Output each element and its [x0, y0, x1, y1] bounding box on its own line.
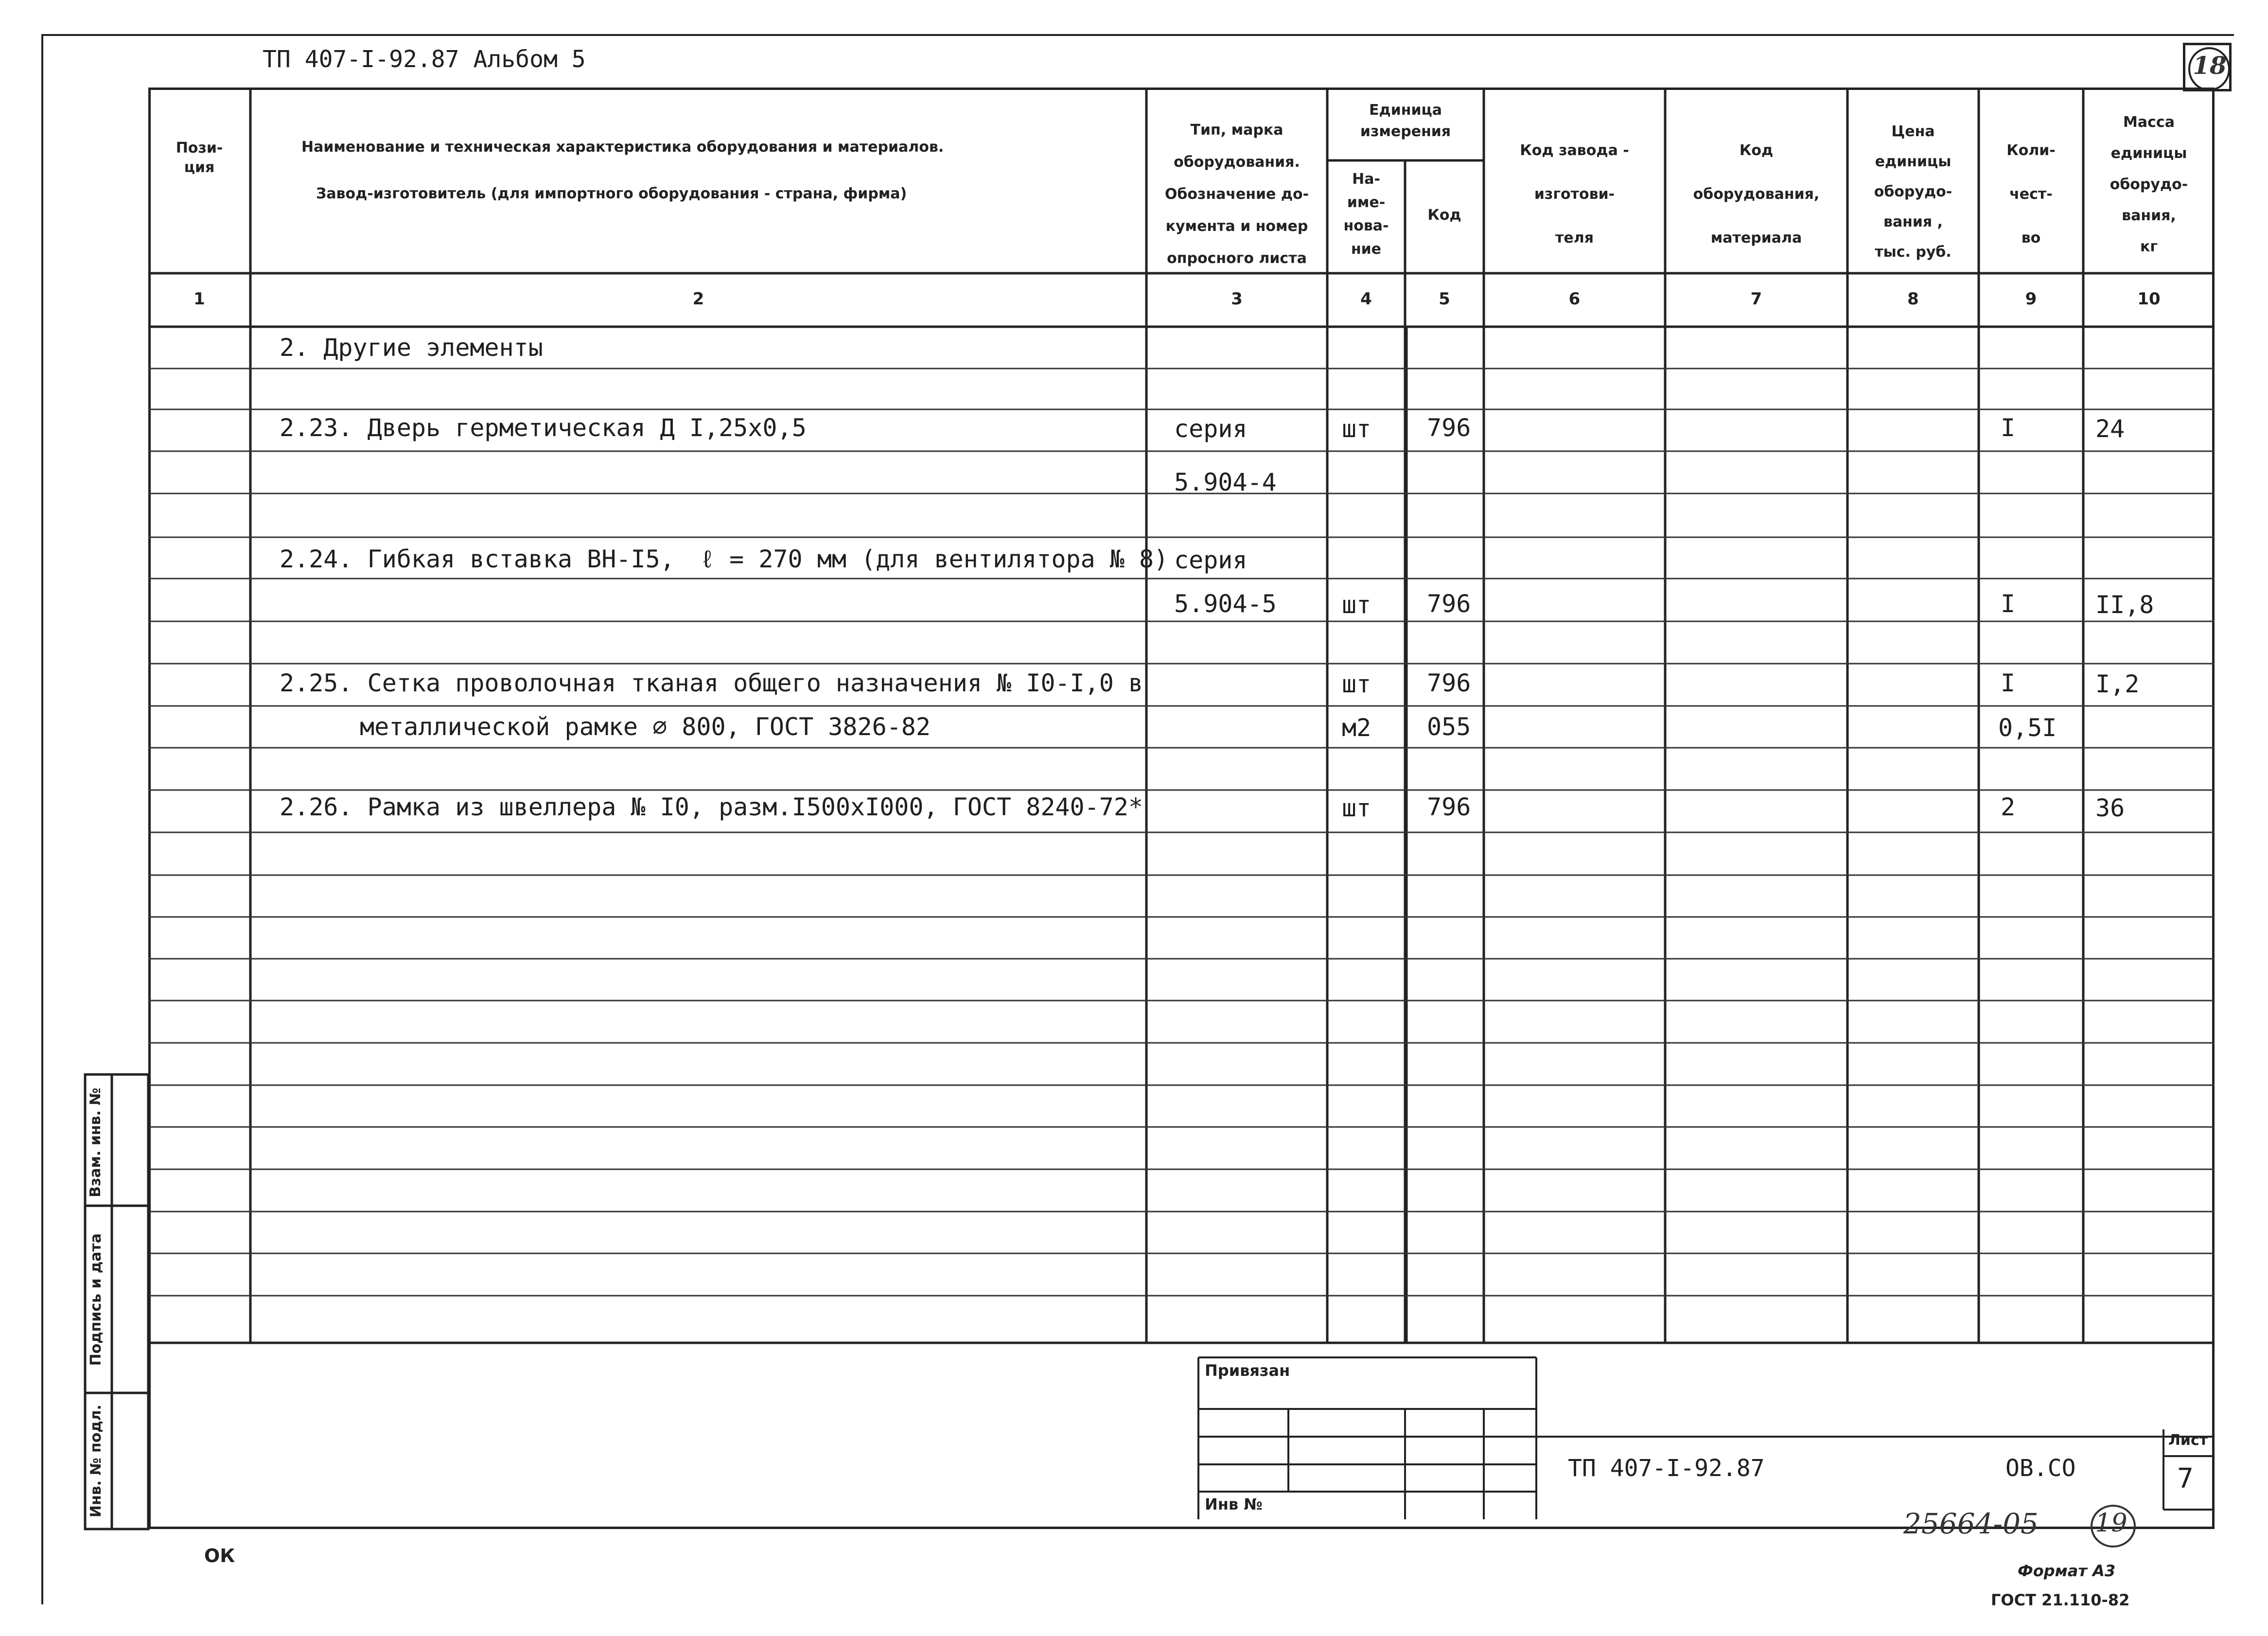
title-block-sheet-number: 7 [2177, 1463, 2194, 1495]
header-price: Цена единицы оборудо- вания , тыс. руб. [1874, 123, 1952, 261]
row-unit: шт [1342, 415, 1371, 443]
header-type: Тип, марка оборудования. Обозначение до- кумента и номер опросного листа [1164, 122, 1309, 267]
title-block-doc-code: ТП 407-I-92.87 [1568, 1455, 1765, 1482]
row-unit: шт [1342, 794, 1371, 822]
row-code: 796 [1427, 590, 1471, 618]
gost-label: ГОСТ 21.110-82 [1991, 1591, 2130, 1609]
stamp-signature-date: Подпись и дата [88, 1233, 105, 1366]
row-code: 796 [1427, 669, 1471, 697]
header-mass: Масса единицы оборудо- вания, кг [2110, 114, 2188, 255]
title-block-inv-no: Инв № [1205, 1495, 1263, 1513]
row-name: 2.24. Гибкая вставка ВН-I5, [280, 545, 675, 573]
row-mass: II,8 [2095, 591, 2154, 619]
header-unit-code: Код [1427, 207, 1461, 224]
row-qty: I [2001, 669, 2016, 697]
header-position: Пози- ция [176, 140, 223, 176]
stamp-inv-original: Инв. № подл. [88, 1404, 105, 1518]
header-equipment-code: Код оборудования, материала [1693, 142, 1820, 246]
row-code: 796 [1427, 793, 1471, 821]
row-qty: 2 [2001, 793, 2016, 821]
row-code: 796 [1427, 414, 1471, 442]
col-num-7: 7 [1750, 289, 1762, 309]
row-name: металлической рамке ∅ 800, ГОСТ 3826-82 [360, 713, 931, 741]
title-block-mark: ОВ.СО [2005, 1455, 2076, 1482]
col-num-4: 4 [1360, 289, 1372, 309]
col-num-2: 2 [692, 289, 704, 309]
row-mass: 24 [2095, 415, 2125, 443]
row-qty: I [2001, 414, 2016, 442]
row-type: 5.904-4 [1174, 468, 1277, 496]
col-num-3: 3 [1231, 289, 1243, 309]
row-type: серия [1174, 546, 1248, 574]
row-name: 2.23. Дверь герметическая Д I,25x0,5 [280, 414, 807, 442]
row-unit: м2 [1342, 714, 1371, 742]
row-qty: 0,5I [1998, 714, 2057, 742]
sheet-stamp-number: 18 [2193, 51, 2227, 80]
row-unit: шт [1342, 670, 1371, 698]
row-type: серия [1174, 415, 1248, 443]
header-unit-group: Единица измерения [1360, 102, 1451, 140]
col-num-1: 1 [193, 289, 205, 309]
title-block-sheet-label: Лист [2168, 1432, 2208, 1449]
col-num-5: 5 [1439, 289, 1450, 309]
bottom-left-mark: ОК [204, 1545, 235, 1566]
row-name: 2.26. Рамка из швеллера № I0, разм.I500xI000, ГОСТ 8240-72* [280, 793, 1143, 821]
col-num-6: 6 [1568, 289, 1581, 309]
col-num-8: 8 [1907, 289, 1919, 309]
stamp-replace-inv: Взам. инв. № [87, 1088, 104, 1197]
row-unit: шт [1342, 591, 1371, 619]
title-block-privyazan: Привязан [1205, 1361, 1290, 1380]
header-unit-name: На- име- нова- ние [1343, 171, 1389, 258]
header-quantity: Коли- чест- во [2006, 142, 2056, 246]
row-name: 2.25. Сетка проволочная тканая общего назначения № I0-I,0 в [280, 669, 1143, 697]
header-factory-code: Код завода - изготови- теля [1520, 142, 1629, 246]
row-code: 055 [1427, 713, 1471, 741]
col-num-10: 10 [2137, 289, 2161, 309]
row-type: 5.904-5 [1174, 590, 1277, 618]
col-num-9: 9 [2025, 289, 2037, 309]
handwritten-inventory-number: 25664-05 [1903, 1507, 2039, 1540]
format-label: Формат А3 [2018, 1562, 2116, 1580]
document-header-title: ТП 407-I-92.87 Альбом 5 [263, 46, 586, 73]
row-mass: 36 [2095, 794, 2125, 822]
row-name: 2. Другие элементы [280, 334, 543, 362]
header-name: Наименование и техническая характеристика оборудования и материалов. Завод-изготовитель (для импортного оборудования - страна, фирма) [301, 139, 944, 202]
circled-number: 19 [2095, 1509, 2127, 1538]
row-qty: I [2001, 590, 2016, 618]
row-name-extra: ℓ = 270 мм (для вентилятора № 8) [700, 545, 1169, 573]
row-mass: I,2 [2095, 670, 2140, 698]
